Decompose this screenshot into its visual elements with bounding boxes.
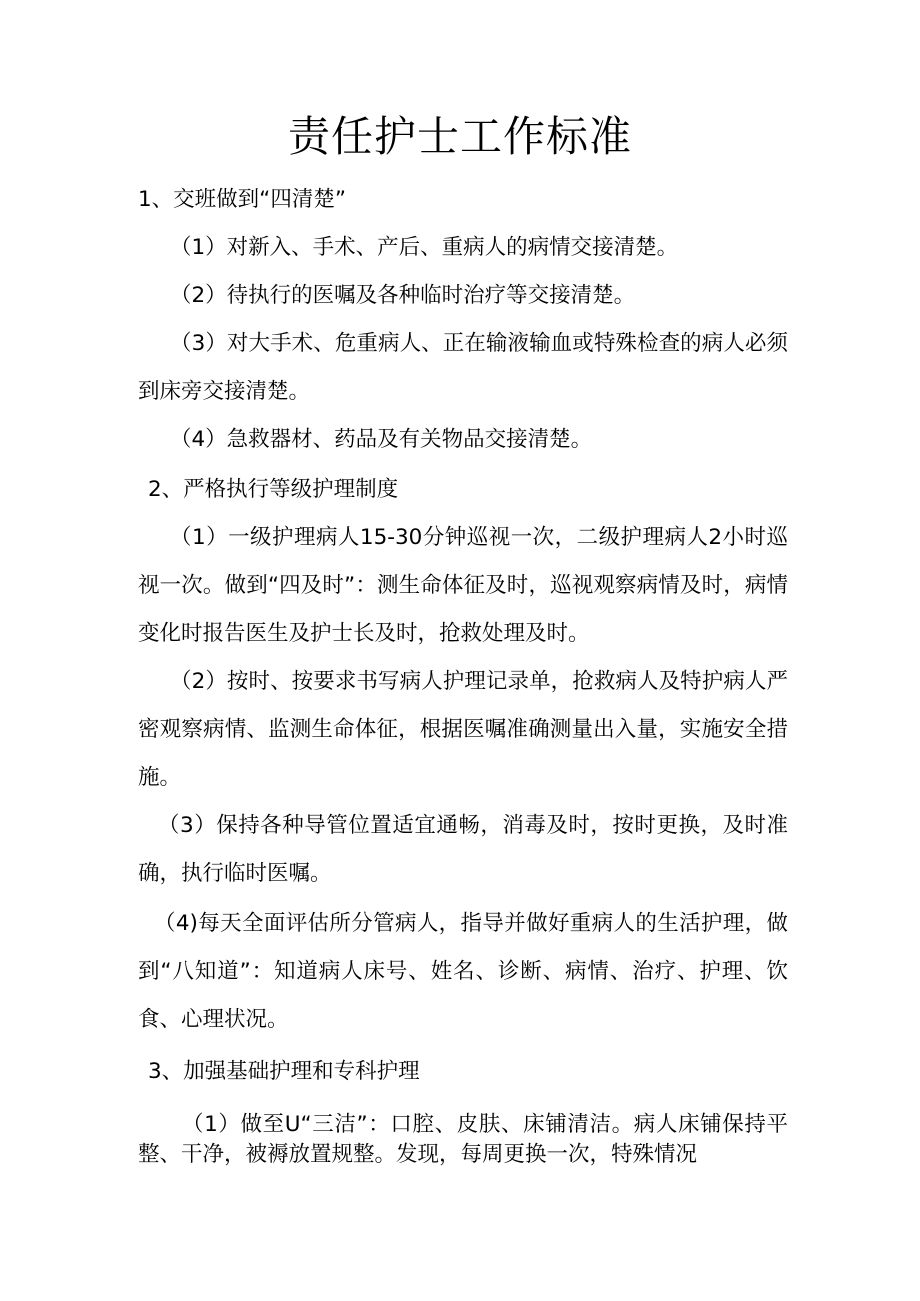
- document-title: 责任护士工作标准: [287, 112, 632, 161]
- paragraph-2-4: （4)每天全面评估所分管病人，指导并做好重病人的生活护理，做到“八知道”：知道病人床号、姓名、诊断、病情、治疗、护理、饮食、心理状况。: [138, 911, 788, 1032]
- section-heading-3: 3、加强基础护理和专科护理: [148, 1059, 420, 1084]
- section-heading-2: 2、严格执行等级护理制度: [148, 477, 399, 502]
- paragraph-2-2: （2）按时、按要求书写病人护理记录单，抢救病人及特护病人严密观察病情、监测生命体征，根据医嘱准确测量出入量，实施安全措施。: [138, 669, 788, 790]
- paragraph-2-1: （1）一级护理病人15-30分钟巡视一次，二级护理病人2小时巡视一次。做到“四及时”：测生命体征及时，巡视观察病情及时，病情变化时报告医生及护士长及时，抢救处理及时。: [138, 525, 788, 646]
- paragraph-3-1: （1）做至U“三洁”：口腔、皮肤、床铺清洁。病人床铺保持平整、干净，被褥放置规整。发现，每周更换一次，特殊情况: [138, 1112, 788, 1167]
- paragraph-1-4: （4）急救器材、药品及有关物品交接清楚。: [170, 427, 593, 452]
- section-heading-1: 1、交班做到“四清楚”: [138, 187, 346, 212]
- paragraph-2-3: （3）保持各种导管位置适宜通畅，消毒及时，按时更换，及时准确，执行临时医嘱。: [138, 813, 788, 886]
- paragraph-1-3: （3）对大手术、危重病人、正在输液输血或特殊检查的病人必须到床旁交接清楚。: [138, 331, 788, 404]
- paragraph-1-1: （1）对新入、手术、产后、重病人的病情交接清楚。: [170, 235, 679, 260]
- paragraph-1-2: （2）待执行的医嘱及各种临时治疗等交接清楚。: [170, 283, 636, 308]
